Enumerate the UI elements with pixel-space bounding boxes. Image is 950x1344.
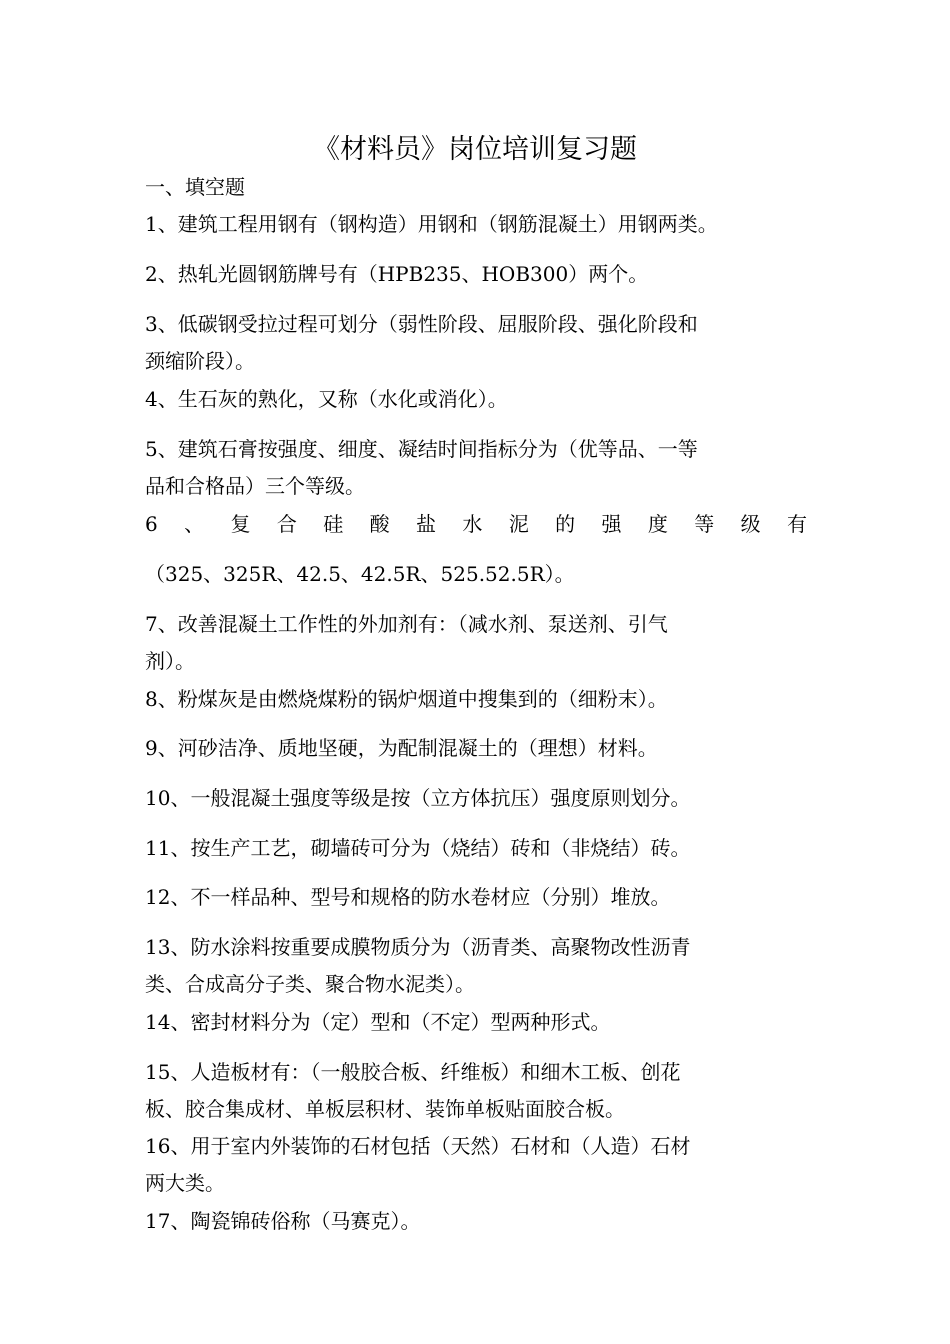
question-line: 4、生石灰的熟化，又称（水化或消化）。 — [145, 387, 508, 411]
question-line: 颈缩阶段）。 — [145, 349, 255, 373]
spread-char: 合 — [276, 512, 297, 536]
question-line: 8、粉煤灰是由燃烧煤粉的锅炉烟道中搜集到的（细粉末）。 — [145, 687, 668, 711]
question-15 — [145, 1054, 807, 1128]
question-line: 剂）。 — [145, 649, 195, 673]
spread-char: 度 — [647, 512, 668, 536]
spread-char: 盐 — [415, 512, 436, 536]
question-line: 5、建筑石膏按强度、细度、凝结时间指标分为（优等品、一等 — [145, 437, 698, 461]
spread-char: 级 — [740, 512, 761, 536]
question-line: 17、陶瓷锦砖俗称（马赛克）。 — [145, 1209, 421, 1233]
question-line: 3、低碳钢受拉过程可划分（弱性阶段、屈服阶段、强化阶段和 — [145, 312, 698, 336]
question-line: 两大类。 — [145, 1171, 225, 1195]
question-line: 2、热轧光圆钢筋牌号有（HPB235、HOB300）两个。 — [145, 262, 649, 286]
question-6 — [145, 556, 807, 593]
spread-char: 硅 — [323, 512, 344, 536]
spread-char: 酸 — [369, 512, 390, 536]
question-6-spread-line — [145, 506, 807, 543]
question-line: 9、河砂洁净、质地坚硬，为配制混凝土的（理想）材料。 — [145, 736, 658, 760]
question-line: 类、合成高分子类、聚合物水泥类）。 — [145, 972, 475, 996]
spread-char: 泥 — [508, 512, 529, 536]
question-5 — [145, 431, 807, 505]
spread-char: 的 — [555, 512, 576, 536]
question-line: 16、用于室内外装饰的石材包括（天然）石材和（人造）石材 — [145, 1134, 691, 1158]
question-9 — [145, 730, 807, 767]
question-17 — [145, 1203, 807, 1240]
question-16 — [145, 1128, 807, 1202]
question-line: 板、胶合集成材、单板层积材、装饰单板贴面胶合板。 — [145, 1097, 625, 1121]
question-1 — [145, 206, 807, 243]
question-line: 15、人造板材有：（一般胶合板、纤维板）和细木工板、创花 — [145, 1060, 681, 1084]
question-line: 12、不一样品种、型号和规格的防水卷材应（分别）堆放。 — [145, 885, 671, 909]
question-11 — [145, 830, 807, 867]
question-7 — [145, 606, 807, 680]
question-8 — [145, 681, 807, 718]
spread-char: 有 — [786, 512, 807, 536]
question-14 — [145, 1004, 807, 1041]
spread-char: 6 — [145, 512, 158, 536]
spread-char: 强 — [601, 512, 622, 536]
question-2 — [145, 256, 807, 293]
question-10 — [145, 780, 807, 817]
question-line: （325、325R、42.5、42.5R、525.52.5R）。 — [145, 562, 575, 586]
question-line: 13、防水涂料按重要成膜物质分为（沥青类、高聚物改性沥青 — [145, 935, 691, 959]
question-line: 11、按生产工艺，砌墙砖可分为（烧结）砖和（非烧结）砖。 — [145, 836, 691, 860]
question-3 — [145, 306, 807, 380]
question-4 — [145, 381, 807, 418]
spread-char: 复 — [230, 512, 251, 536]
question-line: 10、一般混凝土强度等级是按（立方体抗压）强度原则划分。 — [145, 786, 691, 810]
question-13 — [145, 929, 807, 1003]
question-12 — [145, 879, 807, 916]
question-line: 14、密封材料分为（定）型和（不定）型两种形式。 — [145, 1010, 611, 1034]
question-line: 7、改善混凝土工作性的外加剂有：（减水剂、泵送剂、引气 — [145, 612, 668, 636]
question-line: 品和合格品）三个等级。 — [145, 474, 365, 498]
section-heading: 一、填空题 — [145, 175, 245, 199]
spread-char: 、 — [184, 512, 205, 536]
document-title: 《材料员》岗位培训复习题 — [313, 134, 637, 165]
spread-char: 等 — [694, 512, 715, 536]
spread-char: 水 — [462, 512, 483, 536]
question-line: 1、建筑工程用钢有（钢构造）用钢和（钢筋混凝土）用钢两类。 — [145, 212, 718, 236]
